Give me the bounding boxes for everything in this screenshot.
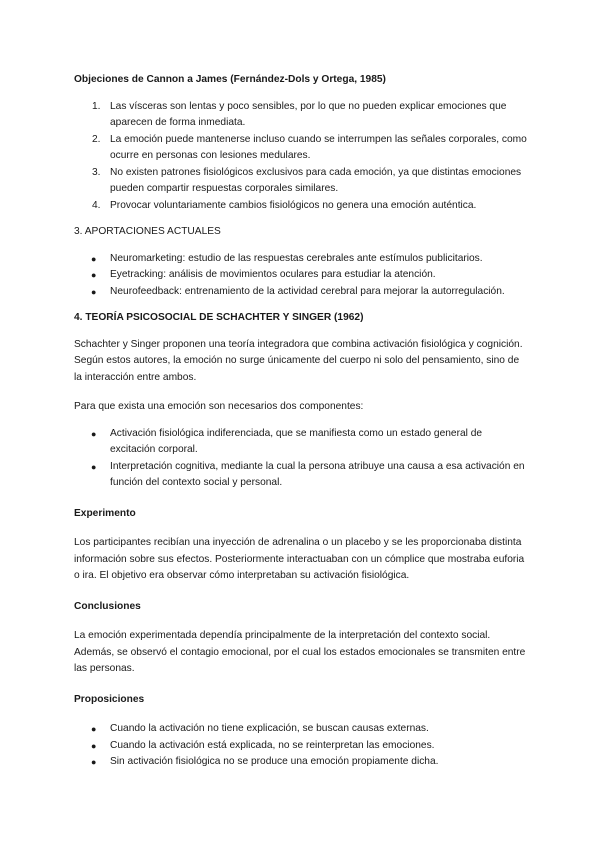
bullet-icon: ● (91, 286, 97, 297)
item-text: Las vísceras son lentas y poco sensibles, por lo que no pueden explicar emociones que aparecen de forma inmediata. (110, 100, 507, 128)
list-item (74, 267, 529, 284)
item-text: Activación fisiológica indiferenciada, que se manifiesta como un estado general de excitación corporal. (110, 427, 483, 455)
list-item (74, 459, 529, 492)
item-text: Neuromarketing: estudio de las respuestas cerebrales ante estímulos publicitarios. (110, 252, 483, 264)
components-list (74, 426, 529, 492)
section4-paragraph: Schachter y Singer proponen una teoría integradora que combina activación fisiológica y cognición. Según estos autores, la emoción no surge únicamente del cuerpo ni solo del pensamiento, sino de la interacción entre ambos. (74, 338, 523, 383)
item-text: No existen patrones fisiológicos exclusivos para cada emoción, ya que distintas emociones pueden compartir respuestas corporales similares. (110, 166, 522, 194)
item-number: 1. (92, 100, 101, 112)
propositions-heading: Proposiciones (74, 693, 145, 705)
bullet-icon: ● (91, 740, 97, 751)
bullet-icon: ● (91, 461, 97, 472)
list-item (74, 165, 529, 198)
item-text: Cuando la activación está explicada, no se reinterpretan las emociones. (110, 739, 435, 751)
experiment-heading: Experimento (74, 507, 136, 519)
list-item (74, 132, 529, 165)
bullet-icon: ● (91, 428, 97, 439)
item-text: Eyetracking: análisis de movimientos oculares para estudiar la atención. (110, 269, 436, 280)
bullet-icon: ● (91, 270, 97, 280)
item-number: 2. (92, 133, 101, 145)
bullet-icon: ● (91, 724, 97, 734)
item-text: Provocar voluntariamente cambios fisiológicos no genera una emoción auténtica. (110, 199, 477, 211)
bullet-icon: ● (91, 757, 97, 767)
item-text: Neurofeedback: entrenamiento de la actividad cerebral para mejorar la autorregulación. (110, 285, 505, 297)
objections-list (74, 99, 529, 215)
conclusions-heading: Conclusiones (74, 600, 141, 612)
item-text: Sin activación fisiológica no se produce una emoción propiamente dicha. (110, 756, 439, 767)
section4-heading: 4. TEORÍA PSICOSOCIAL DE SCHACHTER Y SINGER (1962) (74, 312, 364, 323)
list-item (74, 198, 529, 215)
document-content (74, 72, 529, 771)
list-item (74, 754, 529, 771)
list-item (74, 251, 529, 268)
bullet-icon: ● (91, 253, 97, 264)
section4-components-intro: Para que exista una emoción son necesarios dos componentes: (74, 401, 364, 412)
list-item (74, 721, 529, 738)
item-text: La emoción puede mantenerse incluso cuando se interrumpen las señales corporales, como ocurre en personas con lesiones medulares. (110, 133, 527, 161)
item-text: Cuando la activación no tiene explicación, se buscan causas externas. (110, 723, 429, 734)
list-item (74, 284, 529, 301)
list-item (74, 738, 529, 755)
section3-list (74, 251, 529, 301)
list-item (74, 426, 529, 459)
section3-heading: 3. APORTACIONES ACTUALES (74, 226, 221, 237)
propositions-list (74, 721, 529, 771)
item-number: 4. (92, 199, 101, 211)
item-number: 3. (92, 166, 101, 178)
list-item (74, 99, 529, 132)
objections-heading: Objeciones de Cannon a James (Fernández-Dols y Ortega, 1985) (74, 74, 386, 85)
item-text: Interpretación cognitiva, mediante la cual la persona atribuye una causa a esa activación en función del contexto social y personal. (110, 460, 525, 488)
conclusions-paragraph: La emoción experimentada dependía principalmente de la interpretación del contexto social. Además, se observó el contagio emocional, por el cual los estados emocionales se transmiten entre las personas. (74, 630, 526, 674)
experiment-paragraph: Los participantes recibían una inyección de adrenalina o un placebo y se les proporcionaba distinta información sobre sus efectos. Posteriormente interactuaban con un cómplice que mostraba euforia o ira. El objetivo era observar cómo interpretaban su activación fisiológica. (74, 537, 525, 581)
